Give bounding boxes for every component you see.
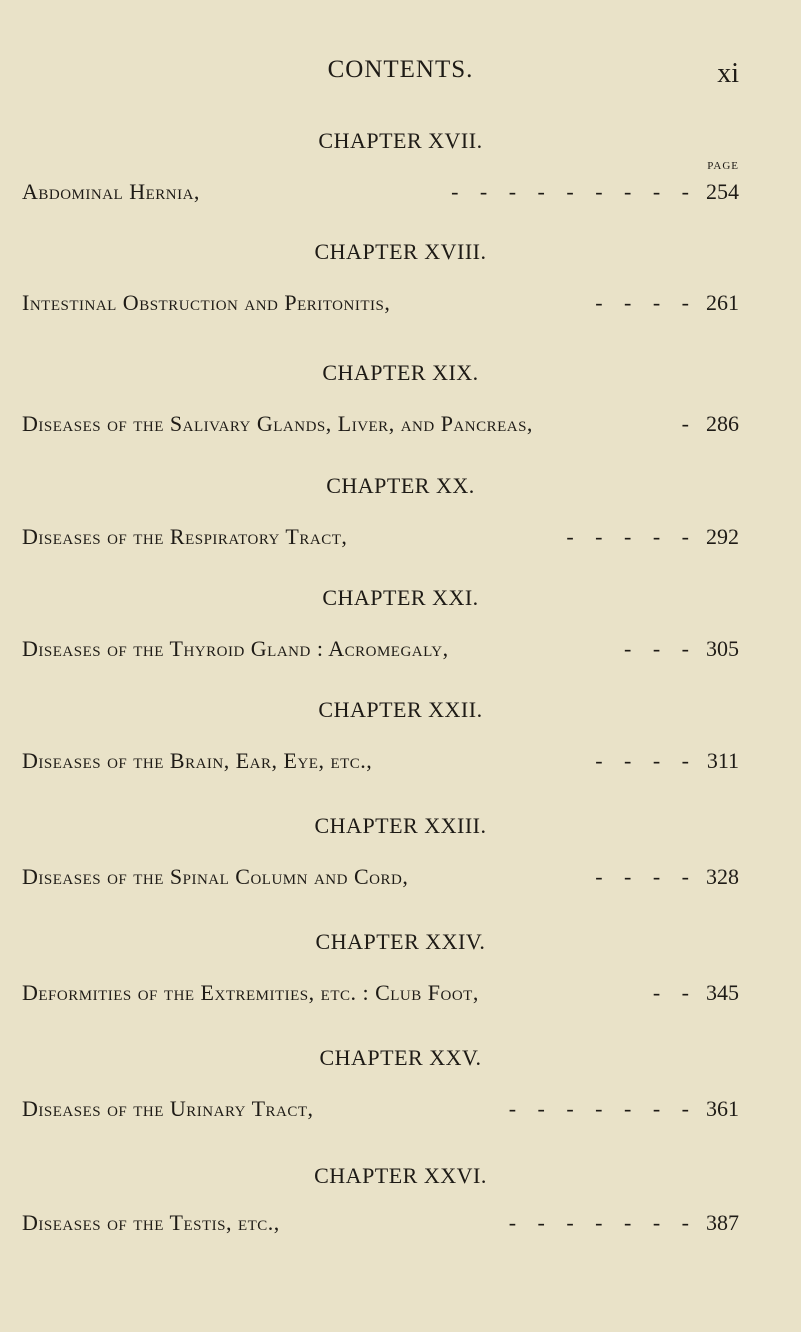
toc-entry — [22, 179, 739, 207]
dot-leaders: - - - - — [595, 864, 689, 889]
dot-leaders: - - - - - - - - - — [451, 179, 689, 204]
dot-leaders: - - - - - - - — [508, 1096, 689, 1121]
entry-title: Diseases of the Spinal Column and Cord, — [22, 864, 409, 889]
dot-leaders: - — [681, 411, 689, 436]
entry-page-number: 305 — [706, 636, 739, 661]
entry-title: Diseases of the Thyroid Gland : Acromegaly, — [22, 636, 449, 661]
entry-title: Diseases of the Urinary Tract, — [22, 1096, 314, 1121]
dot-leaders: - - - - — [595, 290, 689, 315]
toc-entry — [22, 411, 739, 439]
toc-entry — [22, 864, 739, 892]
chapter-heading: CHAPTER XVIII. — [314, 239, 487, 264]
dot-leaders: - - - - - - - — [508, 1210, 689, 1235]
chapter-heading: CHAPTER XX. — [326, 473, 475, 498]
entry-page-number: 361 — [706, 1096, 739, 1121]
chapter-heading: CHAPTER XXVI. — [314, 1163, 487, 1188]
toc-entry — [22, 636, 739, 664]
entry-title: Deformities of the Extremities, etc. : Club Foot, — [22, 980, 479, 1005]
entry-page-number: 292 — [706, 524, 739, 549]
chapter-heading: CHAPTER XXII. — [318, 697, 483, 722]
entry-title: Intestinal Obstruction and Peritonitis, — [22, 290, 391, 315]
toc-entry — [22, 748, 739, 776]
chapter-heading: CHAPTER XXIII. — [314, 813, 487, 838]
dot-leaders: - - - — [624, 636, 689, 661]
entry-page-number: 387 — [706, 1210, 739, 1235]
chapter-heading: CHAPTER XXI. — [322, 585, 479, 610]
page-column-label: PAGE — [707, 160, 739, 172]
chapter-heading: CHAPTER XVII. — [318, 128, 483, 153]
entry-page-number: 311 — [706, 748, 739, 773]
toc-entry — [22, 980, 739, 1008]
entry-page-number: 261 — [706, 290, 739, 315]
entry-title: Abdominal Hernia, — [22, 179, 200, 204]
dot-leaders: - - - - — [595, 748, 689, 773]
entry-page-number: 345 — [706, 980, 739, 1005]
toc-entry — [22, 1096, 739, 1124]
entry-page-number: 286 — [706, 411, 739, 436]
entry-title: Diseases of the Brain, Ear, Eye, etc., — [22, 748, 373, 773]
dot-leaders: - - — [652, 980, 689, 1005]
entry-title: Diseases of the Salivary Glands, Liver, and Pancreas, — [22, 411, 533, 436]
chapter-heading: CHAPTER XXIV. — [315, 929, 486, 954]
running-head — [0, 56, 801, 89]
entry-title: Diseases of the Testis, etc., — [22, 1210, 280, 1235]
entry-page-number: 328 — [706, 864, 739, 889]
running-title: CONTENTS. — [327, 56, 474, 83]
entry-page-number: 254 — [706, 179, 739, 204]
toc-entry — [22, 524, 739, 552]
toc-entry — [22, 1210, 739, 1238]
chapter-heading: CHAPTER XIX. — [322, 360, 479, 385]
entry-title: Diseases of the Respiratory Tract, — [22, 524, 348, 549]
dot-leaders: - - - - - — [566, 524, 689, 549]
chapter-heading: CHAPTER XXV. — [319, 1045, 482, 1070]
toc-entry — [22, 290, 739, 318]
page-folio: xi — [717, 58, 739, 89]
